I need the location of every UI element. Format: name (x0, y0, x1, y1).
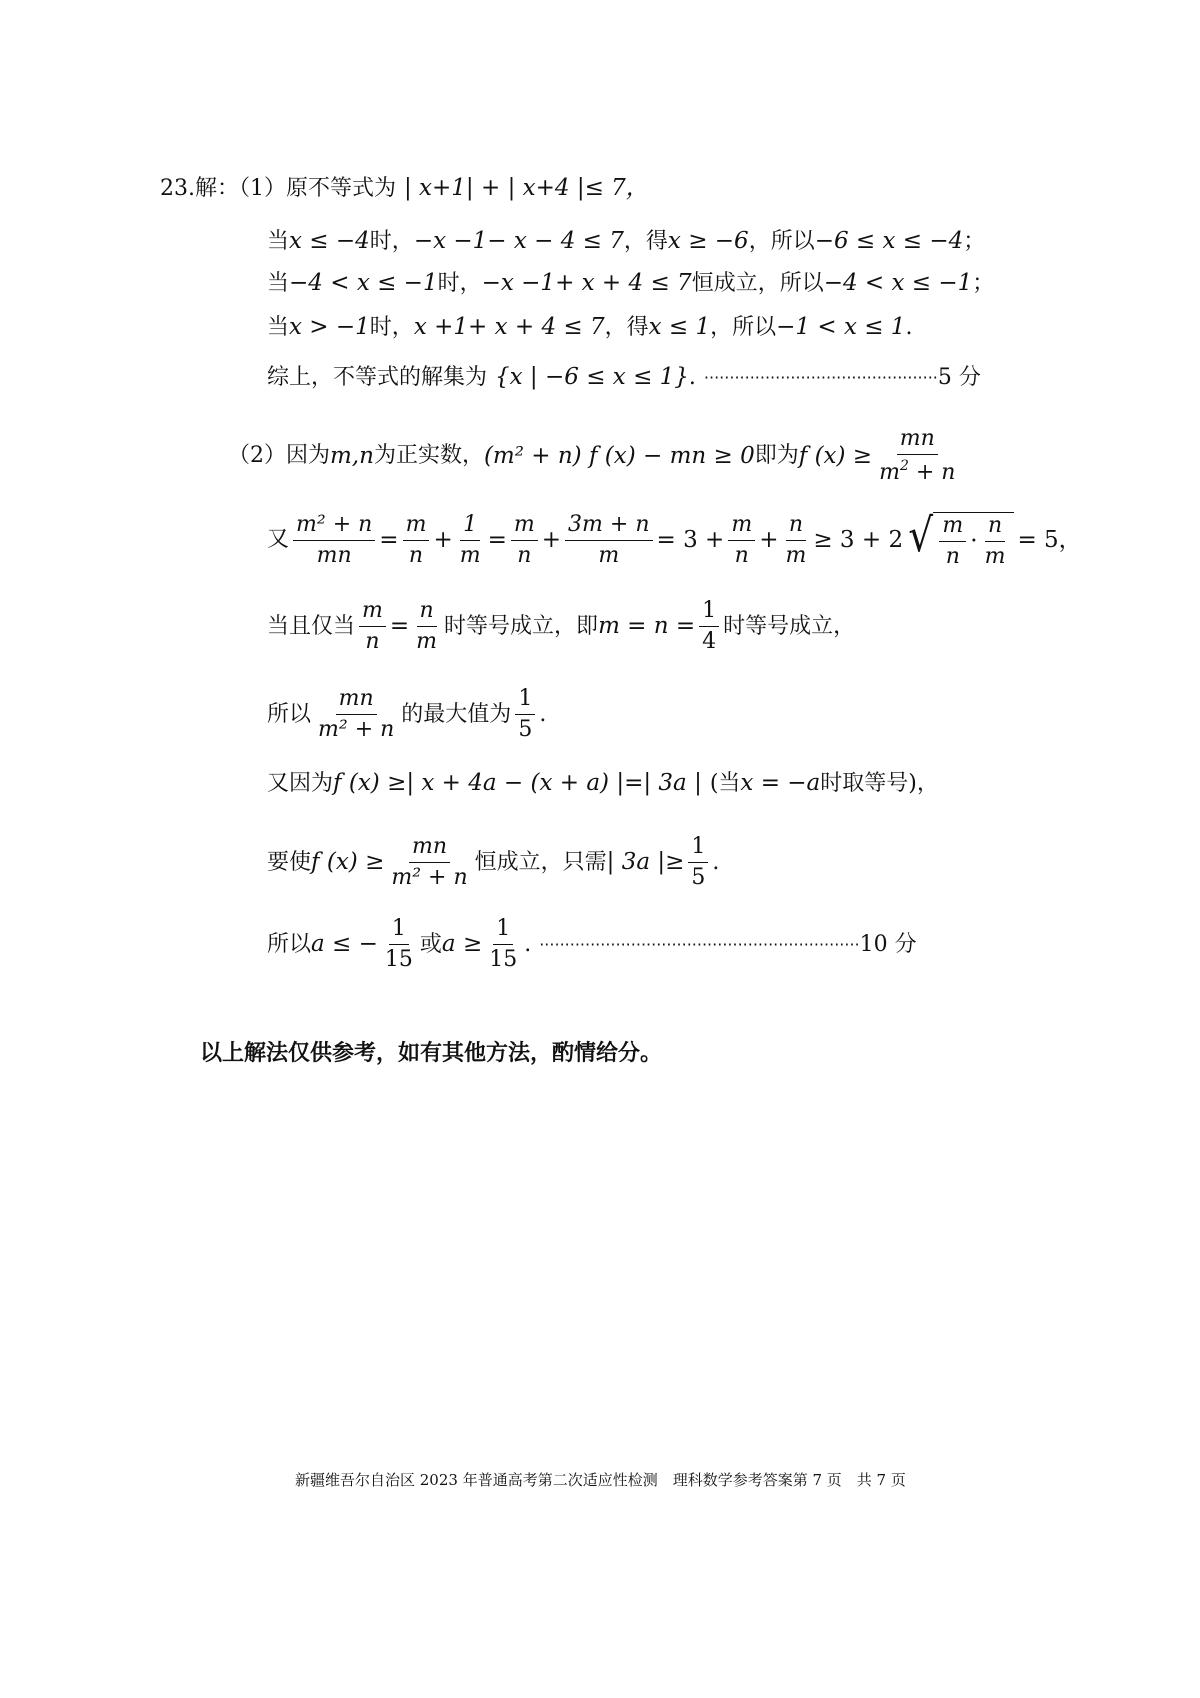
numerator: m (511, 514, 538, 541)
numerator: mn (897, 428, 938, 455)
denominator: 15 (489, 947, 518, 972)
grading-note: 以上解法仅供参考，如有其他方法，酌情给分。 (200, 1041, 663, 1066)
text: ，得 (604, 314, 649, 340)
text: 要使 (267, 849, 312, 875)
math: −4 < x ≤ −1 (289, 270, 438, 296)
fraction (511, 511, 538, 568)
numerator: 1 (493, 918, 513, 945)
denominator: mn (316, 542, 352, 568)
text: 或 (419, 931, 442, 957)
fraction (413, 600, 440, 653)
numerator: n (985, 515, 1005, 542)
text: 当 (267, 314, 290, 340)
text: 所以 (267, 701, 312, 727)
numerator: m (403, 514, 430, 541)
math: f (x) ≥| x + 4a − (x + a) |=| 3a | (333, 770, 702, 796)
square-root (906, 508, 1014, 569)
text: 恒成立，所以 (691, 270, 824, 296)
radical-sign: √ (908, 508, 934, 562)
denominator: m² + n (318, 717, 395, 742)
fraction (403, 511, 430, 568)
case1-line (267, 230, 985, 253)
leader-dots: ·············································· (703, 367, 938, 387)
text: . (539, 701, 547, 727)
fraction (515, 688, 535, 741)
fraction (939, 515, 966, 568)
text: 时， (437, 270, 482, 296)
math: x ≥ −6 (667, 228, 749, 254)
denominator: 5 (518, 717, 533, 742)
case3-line (267, 316, 912, 339)
math: | 3a |≥ (606, 849, 685, 875)
text: . (688, 364, 696, 390)
math: + (541, 526, 562, 553)
fraction (293, 511, 375, 568)
math: x > −1 (289, 314, 370, 340)
numerator: m (359, 600, 386, 627)
text: 时取等号)， (820, 770, 939, 796)
text: . (905, 314, 913, 340)
fraction (688, 836, 708, 889)
text: 又 (267, 527, 290, 552)
score: 5 分 (937, 364, 981, 390)
denominator: 15 (384, 947, 413, 972)
fraction (315, 688, 397, 741)
part2-line (228, 428, 962, 484)
text: 时等号成立，即 (444, 613, 599, 639)
inequality: | x+1| + | x+4 |≤ 7， (404, 175, 649, 201)
text: ，所以 (748, 228, 815, 254)
math: a ≥ (441, 931, 483, 957)
text: 当且仅当 (267, 613, 356, 639)
math: (m² + n) f (x) − mn ≥ 0 (483, 442, 755, 469)
denominator: 4 (702, 629, 717, 654)
numerator: 1 (460, 514, 480, 541)
math: x = −a (740, 770, 821, 796)
math: = (379, 526, 399, 553)
q23-label: 23.解：（1）原不等式为 (160, 175, 396, 201)
fraction (699, 600, 719, 653)
math: x ≤ −4 (289, 228, 370, 254)
text: 当 (267, 228, 290, 254)
math: ≥ 3 + 2 (813, 526, 904, 553)
text: 时， (369, 314, 414, 340)
math: −4 < x ≤ −1 (823, 270, 973, 296)
text: ，得 (623, 228, 668, 254)
math: −1 < x ≤ 1 (776, 314, 906, 340)
denominator: n (945, 544, 960, 569)
denominator: n (408, 542, 424, 568)
text: (当 (709, 770, 741, 796)
triangle-line (267, 772, 939, 795)
denominator: 5 (691, 865, 706, 890)
text: 的最大值为 (401, 701, 512, 727)
result-line (267, 918, 917, 971)
score: 10 分 (859, 931, 917, 957)
fraction (388, 836, 470, 889)
equality-line (267, 600, 855, 653)
text: 为正实数， (373, 443, 484, 468)
text: . (524, 931, 532, 957)
need-line (267, 836, 719, 889)
math: x ≤ 1 (648, 314, 711, 340)
summary-line (267, 366, 981, 389)
text: 当 (267, 270, 290, 296)
numerator: 3m + n (565, 514, 652, 541)
numerator: mn (336, 688, 377, 715)
text: ，所以 (710, 314, 777, 340)
fraction (782, 511, 809, 568)
radicand (933, 512, 1014, 568)
math: + (433, 526, 453, 553)
text: 即为 (754, 443, 799, 468)
fraction (486, 918, 520, 971)
numerator: m (728, 514, 755, 541)
numerator: n (417, 600, 437, 627)
page-footer: 新疆维吾尔自治区 2023 年普通高考第二次适应性检测 理科数学参考答案第 7 页 共 7 页 (295, 1471, 906, 1489)
text: 时， (369, 228, 414, 254)
case2-line (267, 272, 994, 295)
math: m,n (330, 442, 374, 469)
denominator: m (984, 544, 1006, 569)
max-line (267, 688, 546, 741)
fraction (565, 511, 652, 568)
fraction (457, 511, 484, 568)
denominator: m (785, 542, 807, 568)
denominator: n (365, 629, 380, 654)
math: a ≤ − (311, 931, 378, 957)
text: . (712, 849, 720, 875)
math: + (759, 526, 779, 553)
q23-header-line (160, 177, 649, 200)
text: （2）因为 (228, 443, 330, 468)
text: 综上，不等式的解集为 (267, 364, 488, 390)
text: ； (972, 270, 995, 296)
math: m = n = (598, 613, 696, 639)
text: 又因为 (267, 770, 334, 796)
denominator: n (734, 542, 749, 568)
denominator: m (598, 542, 620, 568)
numerator: m² + n (293, 514, 375, 541)
math: f (x) ≥ (311, 849, 385, 875)
text: 所以 (267, 931, 312, 957)
fraction (359, 600, 386, 653)
math: −x −1− x − 4 ≤ 7 (413, 228, 624, 254)
numerator: 1 (389, 918, 409, 945)
text: ； (963, 228, 986, 254)
text: 时等号成立， (723, 613, 856, 639)
denominator: n (517, 542, 532, 568)
math: = (389, 613, 410, 639)
denominator: m (459, 542, 481, 568)
math: = (487, 526, 507, 553)
leader-dots: ······························································· (539, 934, 860, 954)
math: = 5， (1017, 526, 1082, 553)
denominator (876, 455, 958, 484)
fraction (728, 511, 755, 568)
denominator: m² + n (391, 865, 468, 890)
text: 恒成立，只需 (474, 849, 607, 875)
solution-set: {x | −6 ≤ x ≤ 1} (495, 364, 689, 390)
numerator: m (939, 515, 966, 542)
math: · (970, 528, 978, 554)
numerator: n (786, 514, 806, 541)
numerator: 1 (699, 600, 719, 627)
den-rest: + n (908, 460, 956, 485)
math: −6 ≤ x ≤ −4 (814, 228, 964, 254)
math: −x −1+ x + 4 ≤ 7 (481, 270, 692, 296)
den-base: m (879, 460, 900, 485)
numerator: mn (409, 836, 450, 863)
am-gm-line (267, 508, 1082, 569)
fraction (982, 515, 1009, 568)
numerator: 1 (515, 688, 535, 715)
exponent: 2 (899, 458, 909, 474)
math: = 3 + (656, 526, 725, 553)
numerator: 1 (688, 836, 708, 863)
denominator: m (416, 629, 438, 654)
math: f (x) ≥ (798, 442, 873, 469)
math: x +1+ x + 4 ≤ 7 (413, 314, 605, 340)
fraction (382, 918, 416, 971)
fraction (876, 428, 958, 484)
